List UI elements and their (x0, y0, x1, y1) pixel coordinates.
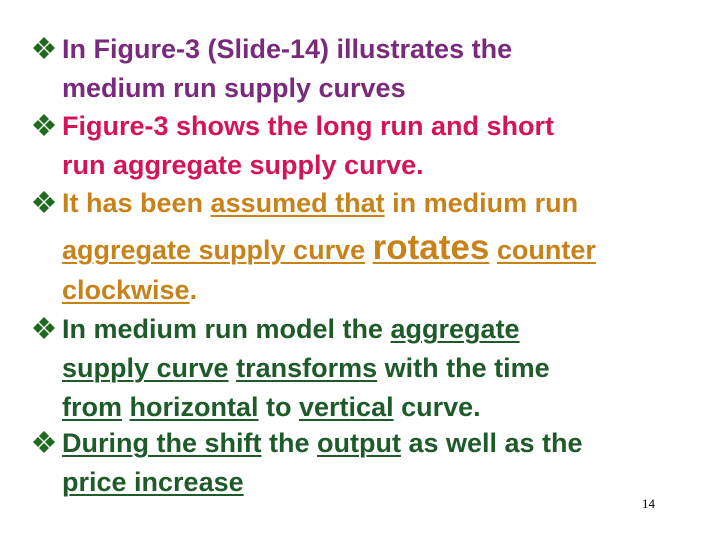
bullet-text: In Figure-3 (Slide-14) illustrates the (62, 34, 513, 64)
bullet-4-line-3 (62, 388, 481, 427)
bullet-3-line-2 (62, 228, 596, 270)
underlined-term: assumed that (210, 188, 385, 218)
underlined-term: During the shift (62, 428, 262, 458)
bullet-1-line-1 (62, 30, 512, 69)
diamond-bullet-icon (32, 36, 56, 60)
underlined-term: counter (496, 235, 596, 265)
bullet-2-line-2 (62, 146, 424, 185)
underlined-term: horizontal (129, 392, 259, 422)
underlined-term: supply curve (62, 353, 229, 383)
bullet-text: Figure-3 shows the long run and short (62, 111, 555, 141)
underlined-term: from (62, 392, 122, 422)
diamond-bullet-icon (32, 316, 56, 340)
bullet-text (489, 235, 497, 265)
bullet-text: with the time (377, 353, 550, 383)
bullet-4-line-1 (62, 310, 520, 349)
bullet-1-line-2 (62, 69, 406, 108)
bullet-text: in medium run (384, 188, 579, 218)
bullet-text (229, 353, 237, 383)
bullet-4-line-2 (62, 349, 550, 388)
bullet-text (365, 235, 373, 265)
underlined-term: vertical (299, 392, 394, 422)
bullet-text: In medium run model the (62, 314, 391, 344)
bullet-text: to (258, 392, 300, 422)
bullet-text: . (189, 275, 198, 305)
underlined-term: clockwise (62, 275, 190, 305)
bullet-5-line-2 (62, 463, 244, 502)
bullet-2-line-1 (62, 107, 554, 146)
diamond-bullet-icon (32, 190, 56, 214)
bullet-5-line-1 (62, 424, 583, 463)
bullet-3-line-3 (62, 271, 197, 310)
diamond-bullet-icon (32, 113, 56, 137)
bullet-text: medium run supply curves (62, 73, 406, 103)
underlined-term: price increase (62, 467, 244, 497)
underlined-term: transforms (236, 353, 378, 383)
page-number: 14 (642, 496, 655, 511)
underlined-term: aggregate (390, 314, 520, 344)
bullet-3-line-1 (62, 184, 578, 223)
underlined-term: output (317, 428, 401, 458)
diamond-bullet-icon (32, 430, 56, 454)
emphasized-term: rotates (372, 228, 490, 267)
bullet-text: as well as the (400, 428, 583, 458)
underlined-term: aggregate supply curve (62, 235, 366, 265)
bullet-text: the (261, 428, 317, 458)
bullet-text: curve. (393, 392, 481, 422)
bullet-text (122, 392, 130, 422)
bullet-text: It has been (62, 188, 211, 218)
bullet-text: run aggregate supply curve. (62, 150, 424, 180)
